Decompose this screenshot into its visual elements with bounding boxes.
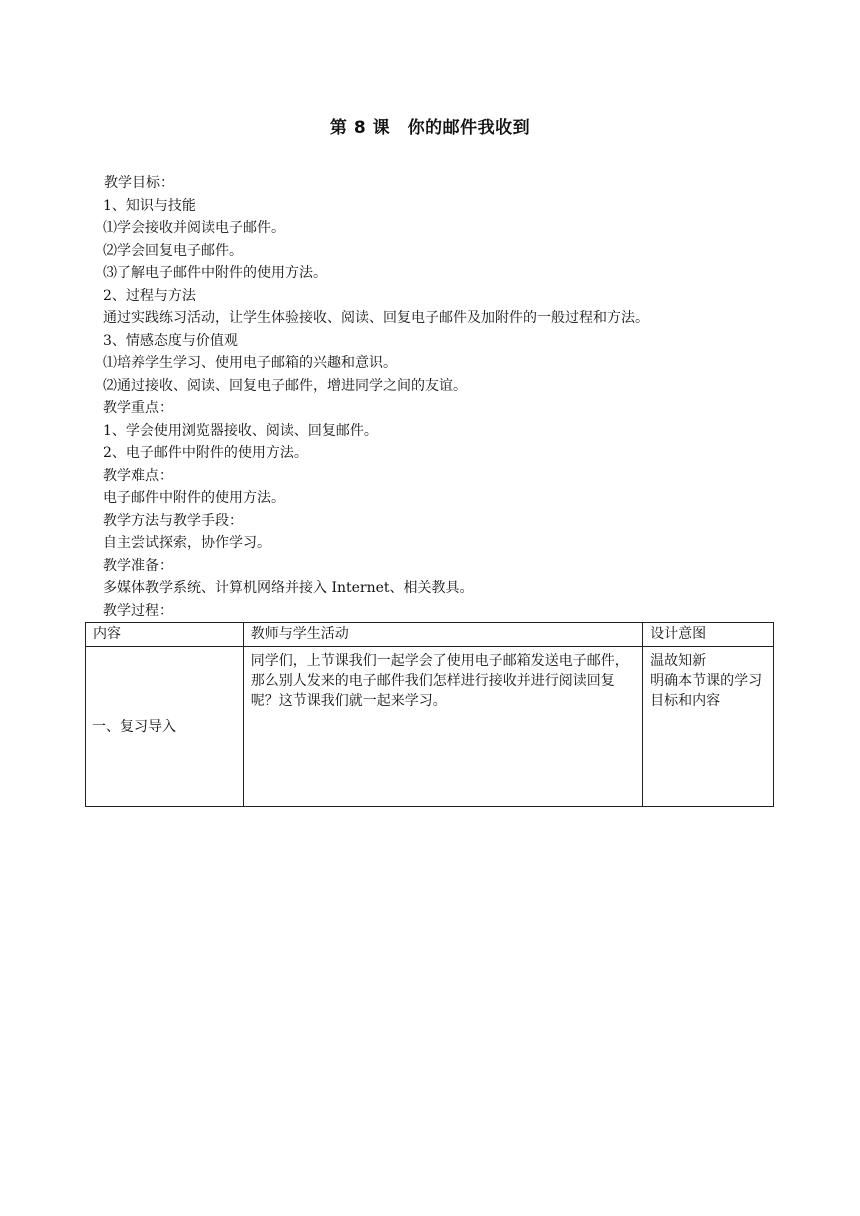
key-point-item: 2、电子邮件中附件的使用方法。: [103, 445, 308, 461]
objective-attitude-heading: 3、情感态度与价值观: [103, 332, 238, 349]
objective-item: ⑵通过接收、阅读、回复电子邮件，增进同学之间的友谊。: [103, 377, 467, 394]
row-intent: [643, 647, 774, 807]
header-content: 内容: [86, 623, 244, 647]
section-heading-difficulties: 教学难点：: [103, 467, 173, 484]
table-row: [86, 647, 774, 807]
objective-knowledge-heading: 1、知识与技能: [103, 197, 196, 214]
document-title: 第 8 课 你的邮件我收到: [329, 118, 531, 138]
row-intent-line-1: 温故知新: [650, 653, 707, 669]
objective-item: ⑵学会回复电子邮件。: [103, 242, 243, 259]
objective-process-heading: 2、过程与方法: [103, 287, 196, 304]
section-heading-preparation: 教学准备：: [103, 557, 173, 574]
row-intent-line-2: 明确本节课的学习目标和内容: [650, 673, 763, 709]
preparation-item: 多媒体教学系统、计算机网络并接入 Internet、相关教具。: [103, 580, 474, 596]
section-heading-objectives: 教学目标：: [104, 175, 174, 191]
teaching-process-table: [85, 622, 774, 807]
method-item: 自主尝试探索，协作学习。: [103, 535, 271, 551]
header-intent: 设计意图: [643, 623, 774, 647]
row-content: 一、复习导入: [86, 647, 244, 807]
key-point-item: 1、学会使用浏览器接收、阅读、回复邮件。: [103, 422, 378, 439]
section-heading-key-points: 教学重点：: [103, 400, 173, 416]
row-activity-text: 同学们，上节课我们一起学会了使用电子邮箱发送电子邮件，那么别人发来的电子邮件我们怎样进行接收并进行阅读回复呢？这节课我们就一起来学习。: [250, 653, 629, 709]
objective-item: ⑶了解电子邮件中附件的使用方法。: [103, 265, 327, 281]
header-activity: 教师与学生活动: [243, 623, 642, 647]
lesson-body: [103, 172, 793, 622]
section-heading-methods: 教学方法与教学手段：: [103, 512, 243, 529]
objective-item: ⑴学会接收并阅读电子邮件。: [103, 220, 285, 236]
table-header-row: [86, 623, 774, 647]
objective-item: 通过实践练习活动，让学生体验接收、阅读、回复电子邮件及加附件的一般过程和方法。: [103, 310, 649, 326]
objective-item: ⑴培养学生学习、使用电子邮箱的兴趣和意识。: [103, 355, 397, 371]
row-activity: [243, 647, 642, 807]
section-heading-process: 教学过程：: [103, 602, 173, 619]
difficulty-item: 电子邮件中附件的使用方法。: [103, 490, 285, 506]
